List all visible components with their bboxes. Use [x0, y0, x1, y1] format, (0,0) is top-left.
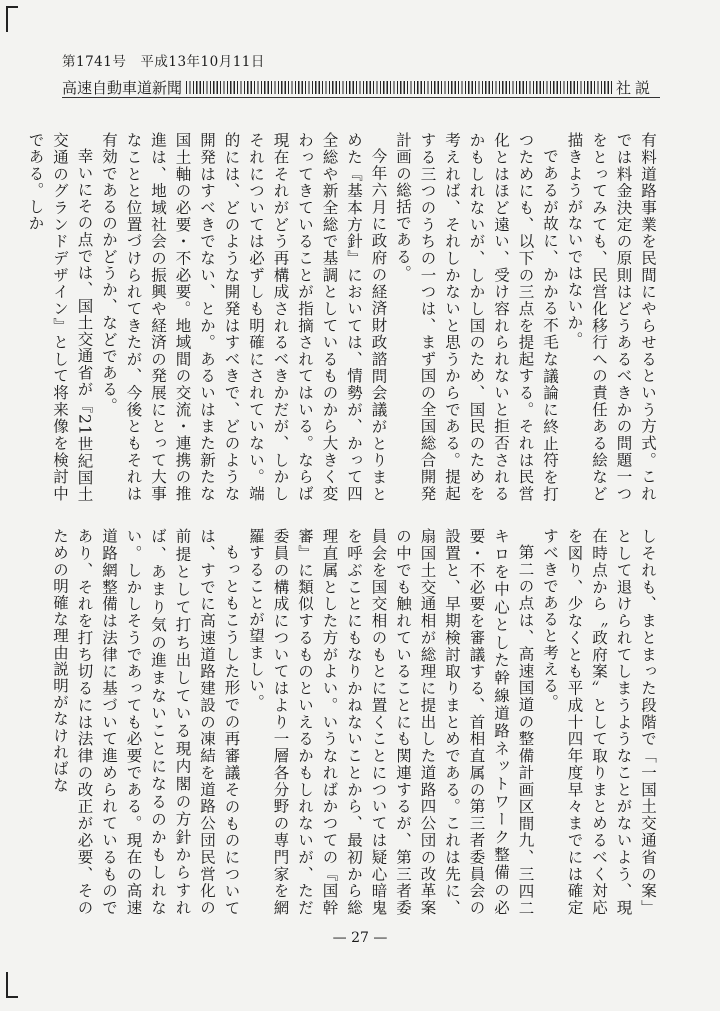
newspaper-masthead: 高速自動車道新聞 — [62, 79, 183, 97]
section-label: 社説 — [616, 79, 655, 97]
paragraph: 幸いにその点では、国土交通省が『21世紀国土交通のグランドデザイン』として将来像を検討中である。しか — [26, 132, 94, 502]
paragraph: 今年六月に政府の経済財政諮問会議がとりまとめた『基本方針』においては、情勢が、かって四全総や新全総で基調としているものから大きく変わってきていることが指摘されてはいる。ならば現在それがどう再構成されるべきかだが、しかしそれについては必ずしも明確にされていない。端的には、どのような開発はすべきで、どのような開発はすべきでない、とか。あるいはまた新たな国土軸の必要・不必要。地域間の交流・連携の推進は、地域社会の振興や経済の発展にとって大事なことと位置づけられてきたが、今後ともそれは有効であるのかどうか、などである。 — [100, 132, 388, 502]
binding-mark-bottom-vertical — [6, 972, 8, 998]
paragraph: しそれも、まとまった段階で「一国土交通省の案」として退けられてしまうようなことがないよう、現在時点から〝政府案〟として取りまとめるべく対応を図り、少なくとも平成十四年度早々までには確定すべきであると考える。 — [541, 528, 657, 916]
masthead-hatch-rule — [186, 81, 613, 94]
paragraph: もっともこうした形での再審議そのものについては、すでに高速道路建設の凍結を道路公団民営化の前提として打ち出している現内閣の方針からすれば、あまり気の進まないことになるのかもしれない。しかしそうであっても必要である。現在の高速道路網整備は法律に基づいて進められているものであり、それを打ち切るには法律の改正が必要、そのための明確な理由説明がなければな — [51, 528, 241, 916]
paragraph: であるが故に、かかる不毛な議論に終止符を打つためにも、以下の三点を提起する。それは民営化とはほど遠い、受け容れられないと拒否されるかもしれないが、しかし国のため、国民のためを考えれば、それしかないと思うからである。提起する三つのうちの一つは、まず国の全国総合開発計画の総括である。 — [394, 132, 559, 502]
header-rule — [62, 97, 660, 98]
page-number: — 27 — — [332, 930, 388, 946]
editorial-upper-tier — [26, 132, 660, 502]
issue-date-line: 第1741号 平成13年10月11日 — [62, 54, 265, 70]
editorial-lower-tier — [51, 528, 660, 916]
paragraph: 第二の点は、高速国道の整備計画区間九、三四二キロを中心とした幹線道路ネットワーク整備の必要・不必要を審議する、首相直属の第三者委員会の設置と、早期検討取りまとめである。これは先に、扇国土交通相が総理に提出した道路四公団の改革案の中でも触れていることにも関連するが、第三者委員会を国交相のもとに置くことについては疑心暗鬼を呼ぶことにもなりかねないことから、最初から総理直属とした方がよい。いうなればかつての『国幹審』に類似するものといえるかもしれないが、ただ委員の構成についてはより一層各分野の専門家を網羅することが望ましい。 — [247, 528, 535, 916]
binding-mark-top-vertical — [6, 6, 8, 32]
paragraph: 有料道路事業を民間にやらせるという方式。これでは料金決定の原則はどうあるべきかの問題一つをとってみても、民営化移行への責任ある絵など描きようがないではないか。 — [565, 132, 657, 502]
